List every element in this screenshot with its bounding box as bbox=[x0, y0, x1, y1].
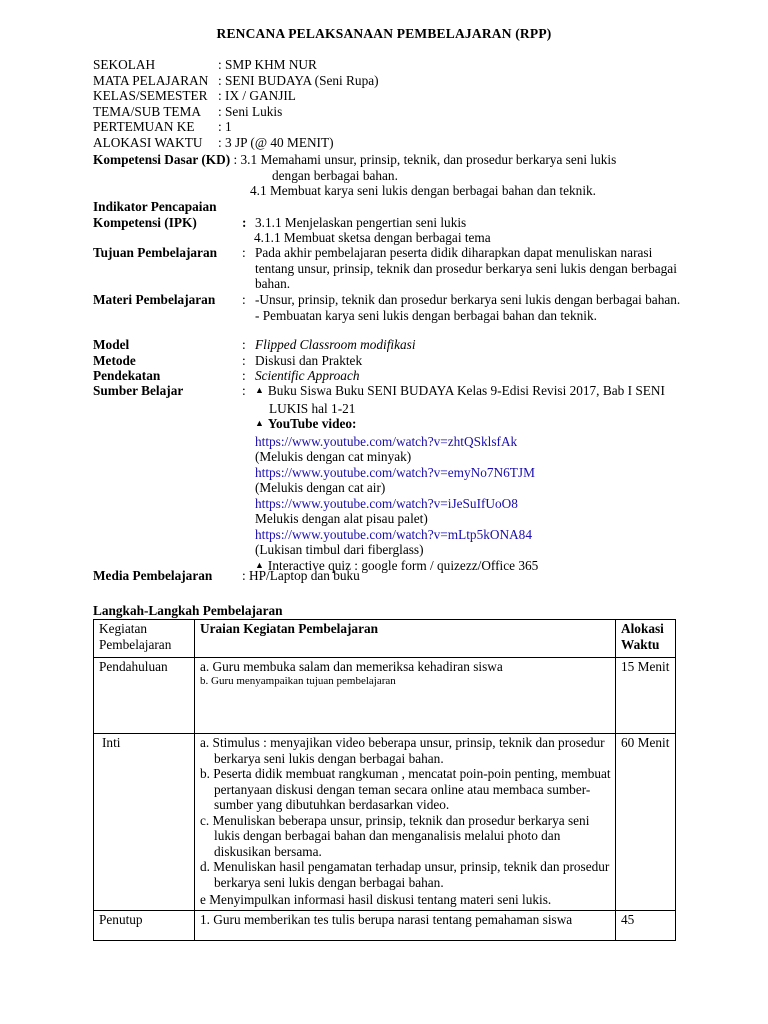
kd-line-1: : 3.1 Memahami unsur, prinsip, teknik, dan prosedur berkarya seni lukis bbox=[233, 152, 617, 167]
materi-colon: : bbox=[242, 292, 246, 307]
identity-value: : 1 bbox=[218, 119, 232, 134]
list-item: e Menyimpulkan informasi hasil diskusi tentang materi seni lukis. bbox=[200, 892, 552, 907]
list-item: 1. Guru memberikan tes tulis berupa narasi tentang pemahaman siswa bbox=[200, 911, 573, 927]
kd-block bbox=[93, 152, 693, 199]
materi-line-1: -Unsur, prinsip, teknik dan prosedur berkarya seni lukis dengan berbagai bahan. bbox=[255, 292, 681, 307]
video-link[interactable]: https://www.youtube.com/watch?v=zhtQSklsfAk bbox=[255, 433, 518, 449]
sumber-label: Sumber Belajar bbox=[93, 383, 184, 398]
steps-title: Langkah-Langkah Pembelajaran bbox=[93, 603, 283, 618]
model-colon: : bbox=[242, 337, 246, 352]
tujuan-label: Tujuan Pembelajaran bbox=[93, 245, 217, 260]
identity-value: : SMP KHM NUR bbox=[218, 57, 317, 72]
document-title: RENCANA PELAKSANAAN PEMBELAJARAN (RPP) bbox=[216, 26, 552, 41]
identity-row bbox=[93, 88, 693, 104]
ipk-label-1: Indikator Pencapaian bbox=[93, 199, 217, 214]
sumber-book: Buku Siswa Buku SENI BUDAYA Kelas 9-Edisi Revisi 2017, Bab I SENI LUKIS hal 1-21 bbox=[267, 383, 665, 416]
identity-row bbox=[93, 73, 693, 89]
model-label: Model bbox=[93, 337, 130, 352]
pendekatan-value: Scientific Approach bbox=[255, 368, 360, 383]
sumber-block bbox=[93, 383, 693, 575]
materi-block bbox=[93, 292, 693, 323]
method-block bbox=[93, 337, 693, 384]
media-value: : HP/Laptop dan buku bbox=[242, 568, 360, 583]
table-cell-waktu: 15 Menit bbox=[616, 658, 676, 734]
table-cell-waktu: 60 Menit bbox=[616, 734, 676, 911]
pendekatan-label: Pendekatan bbox=[93, 368, 161, 383]
identity-label: PERTEMUAN KE bbox=[93, 119, 195, 134]
identity-row bbox=[93, 119, 693, 135]
identity-label: KELAS/SEMESTER bbox=[93, 88, 208, 103]
triangle-bullet-icon: ▲ bbox=[255, 418, 264, 428]
table-cell-kegiatan: Inti bbox=[94, 734, 195, 911]
triangle-bullet-icon: ▲ bbox=[255, 385, 264, 395]
identity-label: MATA PELAJARAN bbox=[93, 72, 209, 88]
table-header: Kegiatan Pembelajaran bbox=[94, 620, 195, 658]
table-cell-kegiatan: Penutup bbox=[94, 910, 195, 940]
identity-value: : IX / GANJIL bbox=[218, 88, 296, 103]
video-link[interactable]: https://www.youtube.com/watch?v=iJeSuIfUoO8 bbox=[255, 495, 518, 511]
list-item: a. Guru membuka salam dan memeriksa kehadiran siswa bbox=[200, 659, 503, 674]
video-desc: (Melukis dengan cat air) bbox=[255, 480, 386, 495]
identity-value: : 3 JP (@ 40 MENIT) bbox=[218, 134, 334, 150]
list-item: a. Stimulus : menyajikan video beberapa unsur, prinsip, teknik dan prosedur berkarya seni lukis dengan berbagai bahan. bbox=[200, 735, 605, 766]
identity-block bbox=[93, 57, 693, 150]
identity-label: SEKOLAH bbox=[93, 57, 156, 72]
video-desc: Melukis dengan alat pisau palet) bbox=[255, 511, 428, 526]
table-header-row bbox=[94, 620, 676, 658]
metode-colon: : bbox=[242, 352, 246, 368]
tujuan-colon: : bbox=[242, 245, 246, 260]
identity-value: : Seni Lukis bbox=[218, 103, 283, 119]
ipk-line-2: 4.1.1 Membuat sketsa dengan berbagai tema bbox=[254, 230, 491, 245]
table-cell-uraian bbox=[195, 734, 616, 911]
list-item: d. Menuliskan hasil pengamatan terhadap unsur, prinsip, teknik dan prosedur berkarya seni lukis dengan berbagai bahan. bbox=[200, 859, 610, 890]
identity-value: : SENI BUDAYA (Seni Rupa) bbox=[218, 72, 379, 88]
quiz-text: Interactive quiz : google form / quizezz/Office 365 bbox=[267, 557, 539, 573]
identity-label: ALOKASI WAKTU bbox=[93, 134, 203, 150]
table-row bbox=[94, 910, 676, 940]
steps-table bbox=[93, 619, 676, 941]
metode-label: Metode bbox=[93, 352, 136, 368]
ipk-label-2: Kompetensi (IPK) bbox=[93, 214, 197, 230]
table-row bbox=[94, 658, 676, 734]
identity-row bbox=[93, 57, 693, 73]
ipk-line-1: 3.1.1 Menjelaskan pengertian seni lukis bbox=[255, 214, 467, 230]
list-item: b. Peserta didik membuat rangkuman , mencatat poin-poin penting, membuat pertanyaan diskusi dengan teman secara online atau membaca sumber-sumber yang dibutuhkan berdasarkan video. bbox=[200, 766, 611, 812]
youtube-label: YouTube video: bbox=[267, 416, 357, 431]
sumber-colon: : bbox=[242, 383, 246, 398]
video-link[interactable]: https://www.youtube.com/watch?v=mLtp5kONA84 bbox=[255, 526, 532, 542]
table-cell-uraian bbox=[195, 658, 616, 734]
kd-line-2: 4.1 Membuat karya seni lukis dengan berbagai bahan dan teknik. bbox=[250, 183, 596, 198]
table-cell-waktu: 45 bbox=[616, 910, 676, 940]
table-cell-kegiatan: Pendahuluan bbox=[94, 658, 195, 734]
materi-line-2: - Pembuatan karya seni lukis dengan berbagai bahan dan teknik. bbox=[255, 307, 597, 323]
ipk-colon: : bbox=[242, 214, 247, 230]
tujuan-text: Pada akhir pembelajaran peserta didik diharapkan dapat menuliskan narasi tentang unsur, prinsip, teknik dan prosedur berkarya seni lukis dengan berbagai bahan. bbox=[255, 245, 677, 291]
tujuan-block bbox=[93, 245, 693, 292]
pendekatan-colon: : bbox=[242, 368, 246, 383]
list-item: c. Menuliskan beberapa unsur, prinsip, teknik dan prosedur berkarya seni lukis dengan berbagai bahan dan menganalisis melalui photo dan diskusikan bersama. bbox=[200, 812, 590, 859]
kd-line-1b: dengan berbagai bahan. bbox=[272, 167, 398, 183]
table-header: Uraian Kegiatan Pembelajaran bbox=[195, 620, 616, 658]
media-label: Media Pembelajaran bbox=[93, 568, 213, 583]
list-item: b. Guru menyampaikan tujuan pembelajaran bbox=[200, 674, 396, 687]
video-desc: (Lukisan timbul dari fiberglass) bbox=[255, 542, 424, 557]
triangle-bullet-icon: ▲ bbox=[255, 559, 264, 570]
identity-row bbox=[93, 104, 693, 120]
kd-label: Kompetensi Dasar (KD) bbox=[93, 152, 231, 167]
metode-value: Diskusi dan Praktek bbox=[255, 352, 363, 368]
table-row bbox=[94, 734, 676, 911]
video-desc: (Melukis dengan cat minyak) bbox=[255, 449, 412, 464]
media-block bbox=[93, 568, 693, 584]
video-link[interactable]: https://www.youtube.com/watch?v=emyNo7N6TJM bbox=[255, 464, 535, 480]
table-header: Alokasi Waktu bbox=[616, 620, 676, 658]
table-cell-uraian bbox=[195, 910, 616, 940]
materi-label: Materi Pembelajaran bbox=[93, 292, 216, 307]
identity-row bbox=[93, 135, 693, 151]
ipk-block bbox=[93, 199, 693, 246]
identity-label: TEMA/SUB TEMA bbox=[93, 103, 201, 119]
model-value: Flipped Classroom modifikasi bbox=[255, 337, 416, 352]
